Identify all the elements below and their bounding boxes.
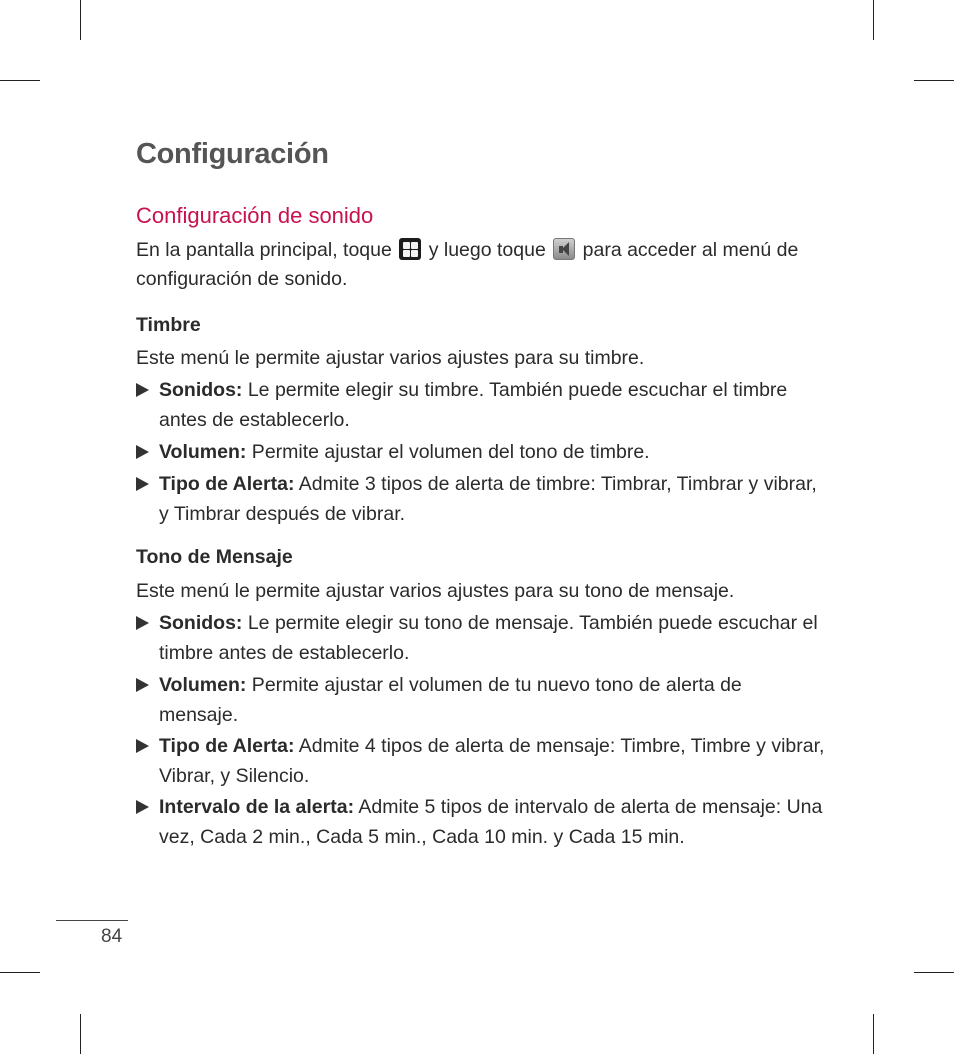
page-number: 84 — [101, 926, 123, 947]
page-title: Configuración — [136, 138, 329, 170]
item-label: Volumen: — [159, 441, 247, 463]
mensaje-heading: Tono de Mensaje — [136, 546, 293, 568]
footer-divider — [56, 920, 128, 921]
intro-paragraph — [136, 236, 826, 294]
crop-mark — [873, 0, 874, 40]
item-text: Permite ajustar el volumen de tu nuevo tono de alerta de mensaje. — [159, 674, 742, 726]
crop-mark — [80, 0, 81, 40]
item-text: Permite ajustar el volumen del tono de timbre. — [246, 441, 650, 463]
arrow-bullet-icon — [136, 739, 149, 753]
intro-text-2: y luego toque — [428, 239, 546, 261]
list-item — [136, 670, 826, 730]
timbre-heading: Timbre — [136, 314, 201, 336]
item-label: Sonidos: — [159, 612, 243, 634]
item-text: Admite 4 tipos de alerta de mensaje: Timbre, Timbre y vibrar, Vibrar, y Silencio. — [159, 735, 825, 787]
list-item — [136, 608, 826, 668]
list-item — [136, 437, 826, 467]
item-label: Intervalo de la alerta: — [159, 796, 355, 818]
crop-mark — [914, 972, 954, 973]
arrow-bullet-icon — [136, 616, 149, 630]
item-text: Le permite elegir su timbre. También puede escuchar el timbre antes de establecerlo. — [159, 379, 788, 431]
list-item — [136, 792, 826, 852]
item-label: Tipo de Alerta: — [159, 473, 295, 495]
item-label: Volumen: — [159, 674, 247, 696]
list-item — [136, 469, 826, 529]
apps-grid-icon — [399, 238, 421, 260]
timbre-description: Este menú le permite ajustar varios ajustes para su timbre. — [136, 347, 645, 369]
intro-text-3: para acceder al menú de configuración de sonido. — [136, 239, 799, 290]
crop-mark — [80, 1014, 81, 1054]
item-text: Admite 3 tipos de alerta de timbre: Timbrar, Timbrar y vibrar, y Timbrar después de vibrar. — [159, 473, 817, 525]
item-text: Admite 5 tipos de intervalo de alerta de mensaje: Una vez, Cada 2 min., Cada 5 min., Cada 10 min. y Cada 15 min. — [159, 796, 823, 848]
arrow-bullet-icon — [136, 800, 149, 814]
crop-mark — [0, 972, 40, 973]
item-label: Sonidos: — [159, 379, 243, 401]
intro-text-1: En la pantalla principal, toque — [136, 239, 392, 261]
sound-settings-icon — [553, 238, 575, 260]
arrow-bullet-icon — [136, 678, 149, 692]
crop-mark — [873, 1014, 874, 1054]
mensaje-description: Este menú le permite ajustar varios ajustes para su tono de mensaje. — [136, 580, 735, 602]
arrow-bullet-icon — [136, 383, 149, 397]
list-item — [136, 375, 826, 435]
arrow-bullet-icon — [136, 477, 149, 491]
crop-mark — [914, 80, 954, 81]
list-item — [136, 731, 826, 791]
item-text: Le permite elegir su tono de mensaje. También puede escuchar el timbre antes de establecerlo. — [159, 612, 818, 664]
item-label: Tipo de Alerta: — [159, 735, 295, 757]
section-heading: Configuración de sonido — [136, 203, 374, 228]
crop-mark — [0, 80, 40, 81]
arrow-bullet-icon — [136, 445, 149, 459]
